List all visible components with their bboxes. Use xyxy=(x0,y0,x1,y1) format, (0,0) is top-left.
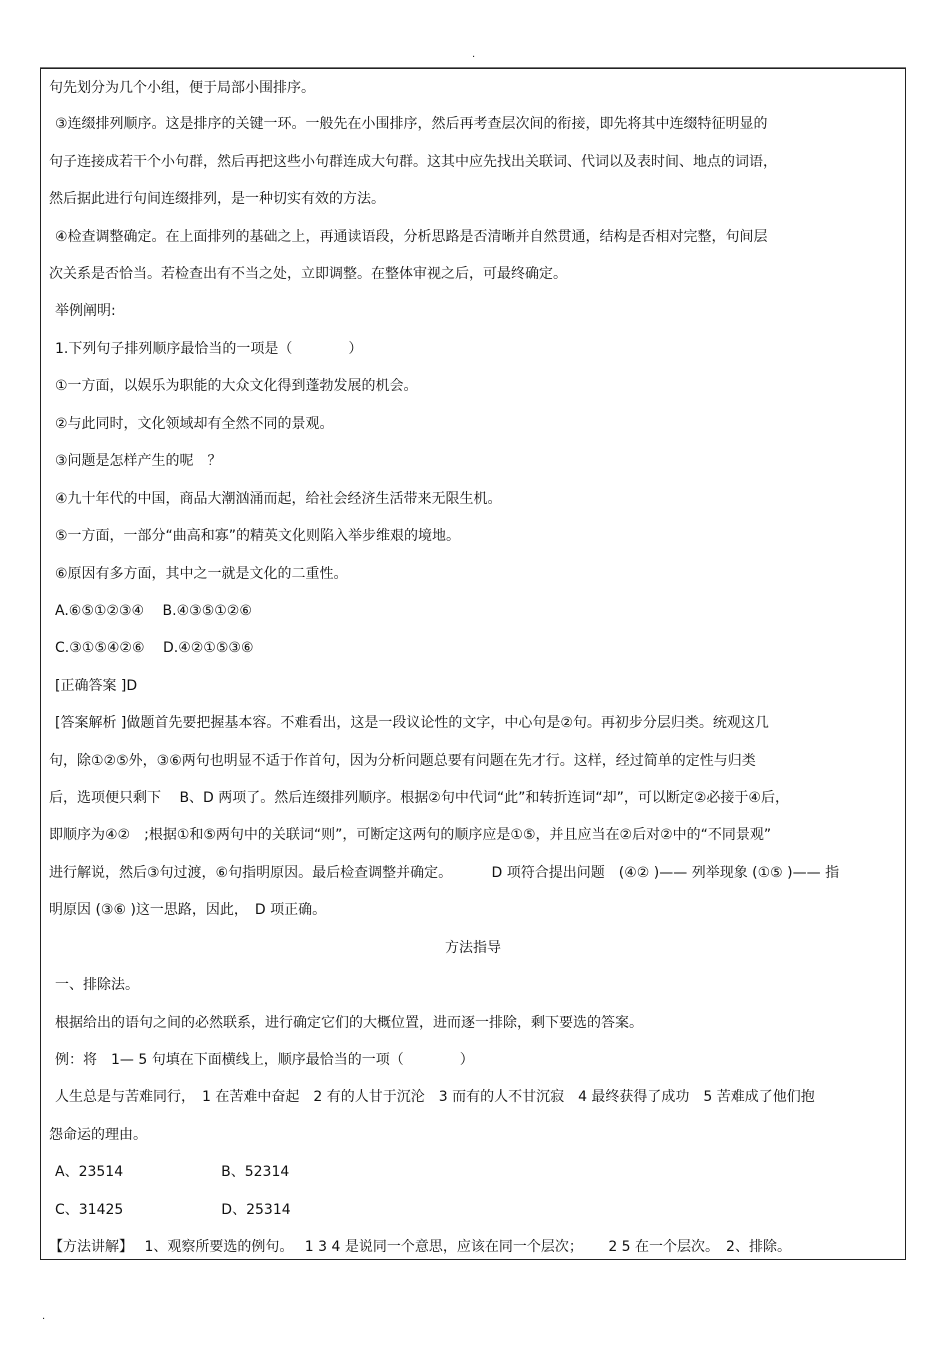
header-dot: . xyxy=(472,49,476,60)
explanation-line: 后，选项便只剩下 B、D 两项了。然后连缀排列顺序。根据②句中代词“此”和转折连词“却”，可以断定②必接于④后， xyxy=(49,790,789,806)
sentence-item: ①一方面，以娱乐为职能的大众文化得到蓬勃发展的机会。 xyxy=(55,378,418,394)
text-line: 举例阐明: xyxy=(55,303,116,319)
sentence-item: ⑥原因有多方面，其中之一就是文化的二重性。 xyxy=(55,566,348,582)
explanation-line: 即顺序为④② ;根据①和⑤两句中的关联词“则”，可断定这两句的顺序应是①⑤，并且应当在②后对②中的“不同景观” xyxy=(49,827,772,843)
answer-line: [正确答案 ]D xyxy=(55,678,138,694)
explanation-line: 进行解说，然后③句过渡，⑥句指明原因。最后检查调整并确定。 D 项符合提出问题 (④② )—— 列举现象 (①⑤ )—— 指 xyxy=(49,865,840,881)
question-stem: 1.下列句子排列顺序最恰当的一项是（ ） xyxy=(55,341,363,357)
content-frame xyxy=(40,68,906,1260)
text-line: 次关系是否恰当。若检查出有不当之处，立即调整。在整体审视之后，可最终确定。 xyxy=(49,266,567,282)
explanation-line: 明原因 (③⑥ )这一思路，因此， D 项正确。 xyxy=(49,902,327,918)
sentence-item: ②与此同时，文化领域却有全然不同的景观。 xyxy=(55,416,334,432)
method-explanation: 【方法讲解】 1、观察所要选的例句。 1 3 4 是说同一个意思，应该在同一个层次； 2 5 在一个层次。 2、排除。 xyxy=(49,1239,791,1255)
option-line: A、23514 B、52314 xyxy=(55,1164,290,1180)
text-line: 句子连接成若干个小句群，然后再把这些小句群连成大句群。这其中应先找出关联词、代词以及表时间、地点的词语， xyxy=(49,154,777,170)
text-line: 句先划分为几个小组，便于局部小围排序。 xyxy=(49,80,315,96)
text-line: ④检查调整确定。在上面排列的基础之上，再通读语段，分析思路是否清晰并自然贯通，结构是否相对完整，句间层 xyxy=(55,229,768,245)
text-line: 然后据此进行句间连缀排列，是一种切实有效的方法。 xyxy=(49,191,385,207)
example-stem: 例：将 1— 5 句填在下面横线上，顺序最恰当的一项（ ） xyxy=(55,1052,474,1068)
explanation-line: 句，除①②⑤外，③⑥两句也明显不适于作首句，因为分析问题总要有问题在先才行。这样，经过简单的定性与归类 xyxy=(49,753,756,769)
footer-dot: . xyxy=(42,1311,46,1322)
sentence-item: ⑤一方面，一部分“曲高和寡”的精英文化则陷入举步维艰的境地。 xyxy=(55,528,461,544)
text-line: 怨命运的理由。 xyxy=(49,1127,147,1143)
sentence-item: ④九十年代的中国，商品大潮汹涌而起，给社会经济生活带来无限生机。 xyxy=(55,491,502,507)
option-line: A.⑥⑤①②③④ B.④③⑤①②⑥ xyxy=(55,603,252,619)
explanation-line: [答案解析 ]做题首先要把握基本容。不难看出，这是一段议论性的文字，中心句是②句。再初步分层归类。统观这几 xyxy=(55,715,769,731)
section-heading: 方法指导 xyxy=(445,940,501,956)
method-heading: 一、排除法。 xyxy=(55,977,139,993)
sentence-item: ③问题是怎样产生的呢 ？ xyxy=(55,453,222,469)
option-line: C.③①⑤④②⑥ D.④②①⑤③⑥ xyxy=(55,640,254,656)
text-line: 根据给出的语句之间的必然联系，进行确定它们的大概位置，进而逐一排除，剩下要选的答案。 xyxy=(55,1015,643,1031)
text-line: 人生总是与苦难同行， 1 在苦难中奋起 2 有的人甘于沉沦 3 而有的人不甘沉寂 4 最终获得了成功 5 苦难成了他们抱 xyxy=(55,1089,815,1105)
text-line: ③连缀排列顺序。这是排序的关键一环。一般先在小围排序，然后再考查层次间的衔接，即先将其中连缀特征明显的 xyxy=(55,116,768,132)
option-line: C、31425 D、25314 xyxy=(55,1202,291,1218)
